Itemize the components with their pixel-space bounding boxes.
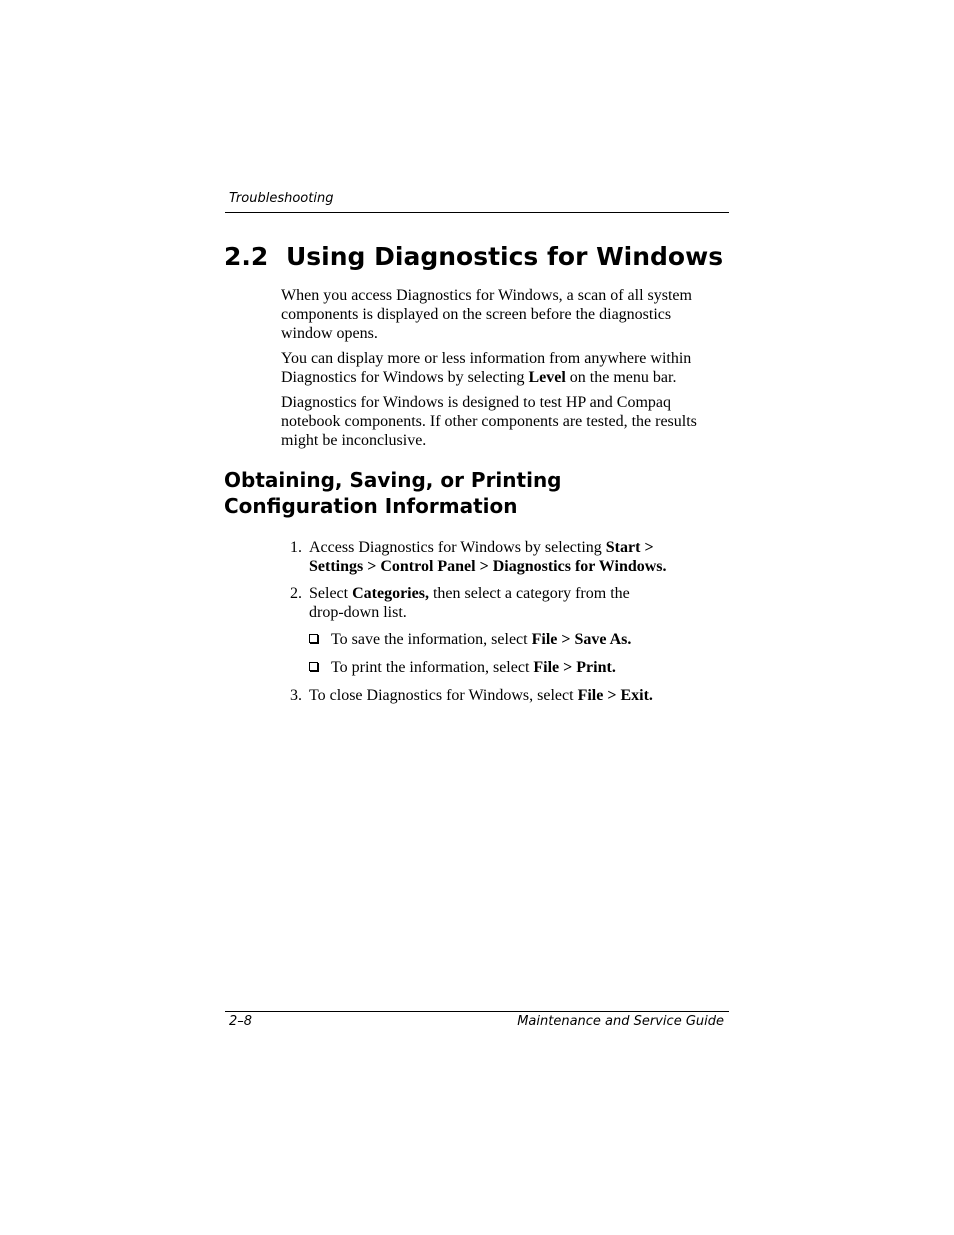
step-bold-text: Start > xyxy=(605,539,654,556)
step-text: To close Diagnostics for Windows, select xyxy=(309,687,578,704)
step-number: 2. xyxy=(290,585,302,602)
list-item-print xyxy=(331,658,616,677)
list-item-step-3 xyxy=(290,686,739,705)
paragraph-line: When you access Diagnostics for Windows, a scan of all system xyxy=(281,287,692,304)
step-bold-text: Settings > Control Panel > Diagnostics for Windows. xyxy=(309,558,667,575)
menu-term-level: Level xyxy=(528,369,566,386)
section-number: 2.2 xyxy=(224,242,269,271)
paragraph-text: on the menu bar. xyxy=(565,369,677,386)
step-bold-text: Categories, xyxy=(352,585,429,602)
checkbox-bullet-icon xyxy=(309,634,318,643)
paragraph-line: Diagnostics for Windows is designed to test HP and Compaq xyxy=(281,394,671,411)
section-heading xyxy=(224,242,723,271)
subsection-heading-line: Obtaining, Saving, or Printing xyxy=(224,468,562,492)
subsection-heading xyxy=(224,467,724,519)
step-text: Select xyxy=(309,585,353,602)
step-number: 3. xyxy=(290,687,302,704)
running-footer xyxy=(225,1011,729,1034)
step-text: Access Diagnostics for Windows by selecting xyxy=(309,539,606,556)
page-number: 2–8 xyxy=(229,1014,253,1029)
subsection-heading-line: Configuration Information xyxy=(224,494,518,518)
paragraph-scan xyxy=(281,286,731,343)
guide-title: Maintenance and Service Guide xyxy=(517,1014,724,1029)
running-header xyxy=(225,190,729,213)
bullet-bold-text: File > Print. xyxy=(533,659,616,676)
bullet-text: To print the information, select xyxy=(331,659,534,676)
bullet-bold-text: File > Save As. xyxy=(531,631,632,648)
paragraph-line: notebook components. If other components are tested, the results xyxy=(281,413,697,430)
list-item-step-1 xyxy=(290,538,739,576)
step-bold-text: File > Exit. xyxy=(577,687,653,704)
paragraph-text: Diagnostics for Windows by selecting xyxy=(281,369,529,386)
paragraph-design xyxy=(281,393,731,450)
header-section-title: Troubleshooting xyxy=(229,191,334,206)
paragraph-line: might be inconclusive. xyxy=(281,432,427,449)
paragraph-line: window opens. xyxy=(281,325,378,342)
step-text: drop-down list. xyxy=(309,604,407,621)
list-item-save xyxy=(331,630,631,649)
step-text: then select a category from the xyxy=(428,585,630,602)
paragraph-level xyxy=(281,349,731,387)
bullet-text: To save the information, select xyxy=(331,631,532,648)
section-title: Using Diagnostics for Windows xyxy=(286,242,724,271)
list-item-step-2 xyxy=(290,584,739,622)
paragraph-line: You can display more or less information from anywhere within xyxy=(281,350,692,367)
checkbox-bullet-icon xyxy=(309,662,318,671)
paragraph-line: components is displayed on the screen before the diagnostics xyxy=(281,306,672,323)
step-number: 1. xyxy=(290,539,302,556)
